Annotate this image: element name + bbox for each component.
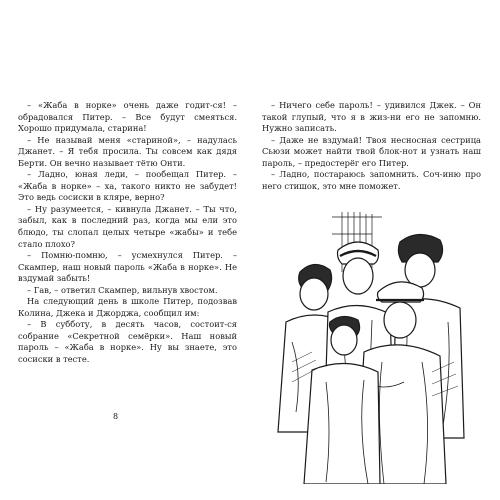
paragraph: На следующий день в школе Питер, подозвав Колина, Джека и Джорджа, сообщил им: bbox=[18, 296, 237, 318]
right-page-text bbox=[262, 100, 481, 192]
paragraph: – Даже не вздумай! Твоя несносная сестрица Сьюзи может найти твой блок-нот и узнать наш пароль, – предостерёг его Питер. bbox=[262, 134, 481, 168]
boys-group-illustration bbox=[272, 212, 482, 484]
paragraph: – Гав, – ответил Скампер, вильнув хвостом. bbox=[27, 284, 218, 295]
paragraph: – В субботу, в десять часов, состоит-ся собрание «Секретной семёрки». Наш новый пароль – «Жаба в норке». Ну вы знаете, это сосиски в тесте. bbox=[18, 319, 237, 365]
paragraph: – «Жаба в норке» очень даже годит-ся! – обрадовался Питер. – Все будут смеяться. Хорошо придумала, старина! bbox=[18, 100, 237, 134]
paragraph: – Не называй меня «стариной», – надулась Джанет. – Я тебя просила. Ты совсем как дядя Берти. Он вечно называет тётю Онти. bbox=[18, 134, 237, 168]
paragraph: – Ладно, постараюсь запомнить. Соч-иню про него стишок, это мне поможет. bbox=[262, 169, 481, 191]
paragraph: – Помню-помню, – усмехнулся Питер. – Скампер, наш новый пароль «Жаба в норке». Не вздумай забыть! bbox=[18, 250, 237, 284]
paragraph: – Ладно, юная леди, – пообещал Питер. – «Жаба в норке» – ха, такого никто не забудет! Это ведь сосиски в кляре, верно? bbox=[18, 169, 237, 203]
paragraph: – Ничего себе пароль! – удивился Джек. – Он такой глупый, что я в жиз-ни его не запомню. Нужно записать. bbox=[262, 100, 481, 134]
page-number: 8 bbox=[113, 412, 119, 421]
paragraph: – Ну разумеется, – кивнула Джанет. – Ты что, забыл, как в последний раз, когда мы ели это блюдо, ты слопал целых четыре «жабы» и тебе стало плохо? bbox=[18, 203, 237, 249]
left-page-text bbox=[18, 100, 237, 366]
